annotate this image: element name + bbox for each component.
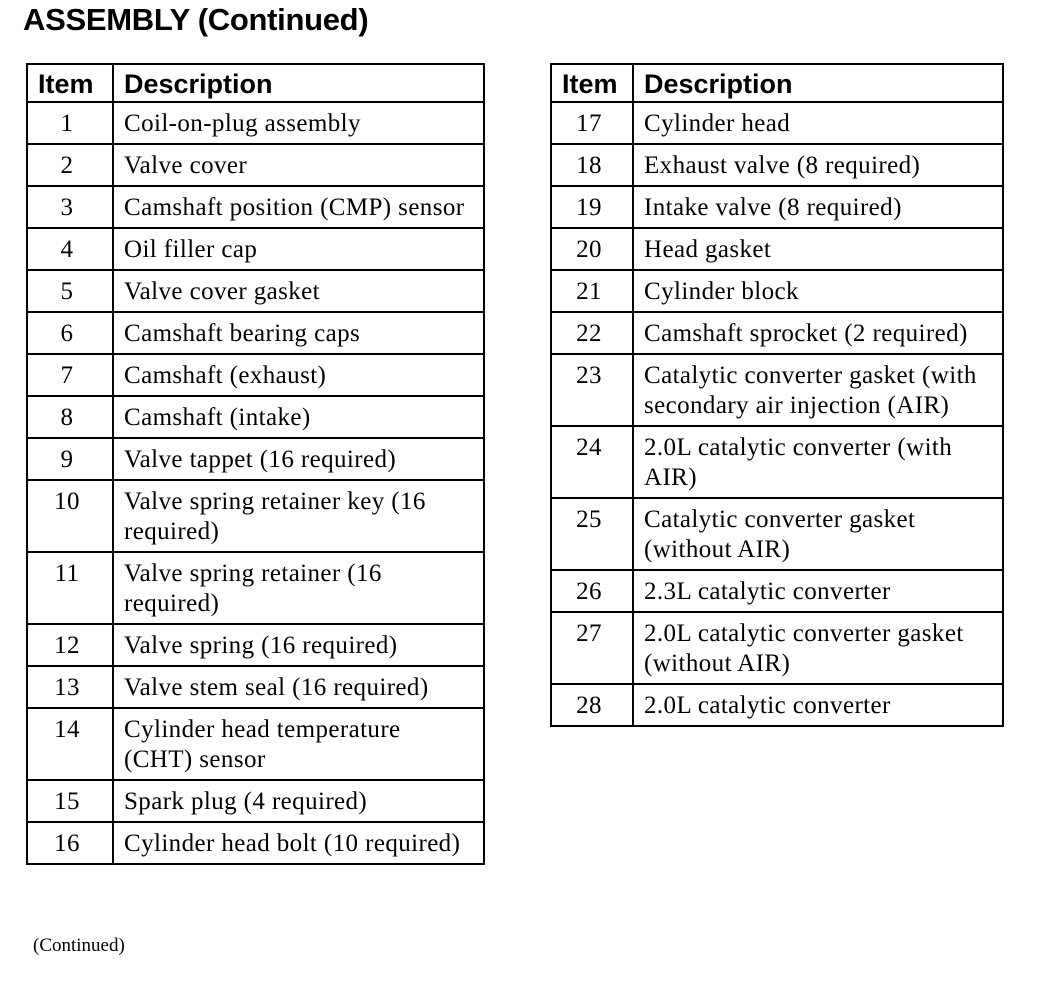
- table-row: [551, 684, 1003, 726]
- item-number: 13: [27, 666, 113, 708]
- table-row: [27, 312, 484, 354]
- table-row: [27, 354, 484, 396]
- table-row: [551, 144, 1003, 186]
- table-row: [27, 228, 484, 270]
- item-description: Intake valve (8 required): [633, 186, 1003, 228]
- table-row: [27, 666, 484, 708]
- item-number: 16: [27, 822, 113, 864]
- item-number: 26: [551, 570, 633, 612]
- item-number: 23: [551, 354, 633, 426]
- table-row: [27, 780, 484, 822]
- item-number: 17: [551, 102, 633, 144]
- table-row: [27, 822, 484, 864]
- page-title: ASSEMBLY (Continued): [23, 2, 369, 37]
- item-description: Valve spring retainer key (16 required): [113, 480, 484, 552]
- item-description: Camshaft sprocket (2 required): [633, 312, 1003, 354]
- table-row: [27, 708, 484, 780]
- description-column-header: Description: [633, 64, 1003, 102]
- item-number: 2: [27, 144, 113, 186]
- item-number: 21: [551, 270, 633, 312]
- item-column-header: Item: [27, 64, 113, 102]
- item-description: Valve spring (16 required): [113, 624, 484, 666]
- item-number: 8: [27, 396, 113, 438]
- table-row: [551, 102, 1003, 144]
- description-column-header: Description: [113, 64, 484, 102]
- table-header-row: [551, 64, 1003, 102]
- item-number: 5: [27, 270, 113, 312]
- item-description: Catalytic converter gasket (without AIR): [633, 498, 1003, 570]
- table-row: [27, 624, 484, 666]
- item-description: 2.0L catalytic converter gasket (without AIR): [633, 612, 1003, 684]
- table-row: [27, 396, 484, 438]
- table-row: [27, 186, 484, 228]
- item-column-header: Item: [551, 64, 633, 102]
- item-description: 2.0L catalytic converter: [633, 684, 1003, 726]
- item-description: Exhaust valve (8 required): [633, 144, 1003, 186]
- item-number: 12: [27, 624, 113, 666]
- item-description: Camshaft position (CMP) sensor: [113, 186, 484, 228]
- item-number: 25: [551, 498, 633, 570]
- table-row: [27, 102, 484, 144]
- item-description: Camshaft (exhaust): [113, 354, 484, 396]
- item-number: 15: [27, 780, 113, 822]
- item-description: Oil filler cap: [113, 228, 484, 270]
- parts-table-right: [550, 63, 1004, 727]
- item-description: Camshaft bearing caps: [113, 312, 484, 354]
- table-row: [551, 228, 1003, 270]
- table-row: [27, 438, 484, 480]
- item-number: 7: [27, 354, 113, 396]
- item-description: Coil-on-plug assembly: [113, 102, 484, 144]
- item-number: 11: [27, 552, 113, 624]
- table-row: [551, 498, 1003, 570]
- item-description: Valve cover: [113, 144, 484, 186]
- item-number: 1: [27, 102, 113, 144]
- table-row: [551, 186, 1003, 228]
- item-number: 19: [551, 186, 633, 228]
- table-row: [551, 312, 1003, 354]
- item-number: 24: [551, 426, 633, 498]
- table-row: [27, 552, 484, 624]
- item-number: 14: [27, 708, 113, 780]
- item-description: Camshaft (intake): [113, 396, 484, 438]
- item-description: Valve tappet (16 required): [113, 438, 484, 480]
- item-number: 6: [27, 312, 113, 354]
- continued-note: (Continued): [33, 935, 125, 956]
- item-description: Valve stem seal (16 required): [113, 666, 484, 708]
- table-row: [27, 144, 484, 186]
- table-row: [551, 270, 1003, 312]
- item-number: 10: [27, 480, 113, 552]
- table-header-row: [27, 64, 484, 102]
- item-description: Cylinder head bolt (10 required): [113, 822, 484, 864]
- item-number: 9: [27, 438, 113, 480]
- table-row: [27, 480, 484, 552]
- item-number: 18: [551, 144, 633, 186]
- item-description: Cylinder head: [633, 102, 1003, 144]
- table-row: [551, 570, 1003, 612]
- item-description: Spark plug (4 required): [113, 780, 484, 822]
- item-description: Cylinder head temperature (CHT) sensor: [113, 708, 484, 780]
- item-description: 2.3L catalytic converter: [633, 570, 1003, 612]
- item-number: 22: [551, 312, 633, 354]
- parts-table-left: [26, 63, 485, 865]
- item-description: Valve cover gasket: [113, 270, 484, 312]
- item-description: 2.0L catalytic converter (with AIR): [633, 426, 1003, 498]
- item-number: 3: [27, 186, 113, 228]
- item-description: Cylinder block: [633, 270, 1003, 312]
- item-number: 20: [551, 228, 633, 270]
- item-description: Catalytic converter gasket (with secondary air injection (AIR): [633, 354, 1003, 426]
- table-row: [27, 270, 484, 312]
- item-description: Valve spring retainer (16 required): [113, 552, 484, 624]
- item-description: Head gasket: [633, 228, 1003, 270]
- table-row: [551, 426, 1003, 498]
- table-row: [551, 354, 1003, 426]
- table-row: [551, 612, 1003, 684]
- item-number: 4: [27, 228, 113, 270]
- item-number: 28: [551, 684, 633, 726]
- item-number: 27: [551, 612, 633, 684]
